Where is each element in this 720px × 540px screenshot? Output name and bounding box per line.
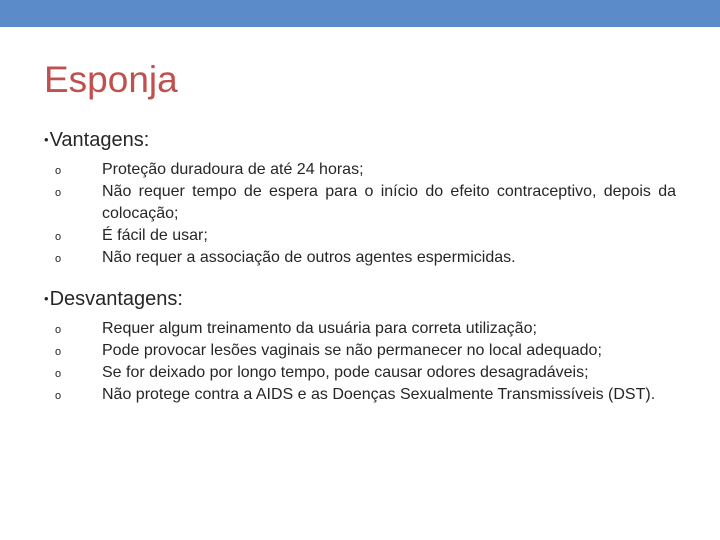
hollow-circle-bullet-icon: o: [55, 390, 62, 402]
hollow-circle-bullet-icon: o: [55, 368, 62, 380]
advantages-list: [44, 159, 676, 269]
slide-title: Esponja: [44, 59, 178, 100]
advantages-heading: [44, 127, 676, 153]
list-item: [44, 225, 676, 247]
list-item: [44, 362, 676, 384]
advantages-heading-text: Vantagens:: [49, 129, 150, 151]
bullet-dot-icon: •: [44, 291, 49, 306]
bullet-dot-icon: •: [44, 132, 49, 147]
list-item: [44, 159, 676, 181]
list-item-text: Se for deixado por longo tempo, pode causar odores desagradáveis;: [102, 364, 589, 381]
list-item-text: Proteção duradoura de até 24 horas;: [102, 161, 364, 178]
list-item-text: Não protege contra a AIDS e as Doenças Sexualmente Transmissíveis (DST).: [102, 386, 656, 403]
hollow-circle-bullet-icon: o: [55, 231, 62, 243]
list-item: [44, 318, 676, 340]
hollow-circle-bullet-icon: o: [55, 324, 62, 336]
hollow-circle-bullet-icon: o: [55, 187, 62, 199]
hollow-circle-bullet-icon: o: [55, 346, 62, 358]
advantages-section: [44, 127, 676, 269]
disadvantages-list: [44, 318, 676, 406]
list-item: [44, 247, 676, 269]
top-accent-bar: [0, 0, 720, 27]
hollow-circle-bullet-icon: o: [55, 165, 62, 177]
hollow-circle-bullet-icon: o: [55, 253, 62, 265]
disadvantages-section: [44, 286, 676, 406]
list-item: [44, 340, 676, 362]
disadvantages-heading: [44, 286, 676, 312]
list-item-text: Não requer tempo de espera para o início do efeito contraceptivo, depois da colocação;: [102, 183, 676, 222]
list-item-text: Requer algum treinamento da usuária para correta utilização;: [102, 320, 537, 337]
list-item: [44, 181, 676, 225]
list-item-text: Não requer a associação de outros agentes espermicidas.: [102, 249, 516, 266]
list-item-text: Pode provocar lesões vaginais se não permanecer no local adequado;: [102, 342, 602, 359]
list-item-text: É fácil de usar;: [102, 227, 208, 244]
disadvantages-heading-text: Desvantagens:: [49, 288, 183, 310]
list-item: [44, 384, 676, 406]
